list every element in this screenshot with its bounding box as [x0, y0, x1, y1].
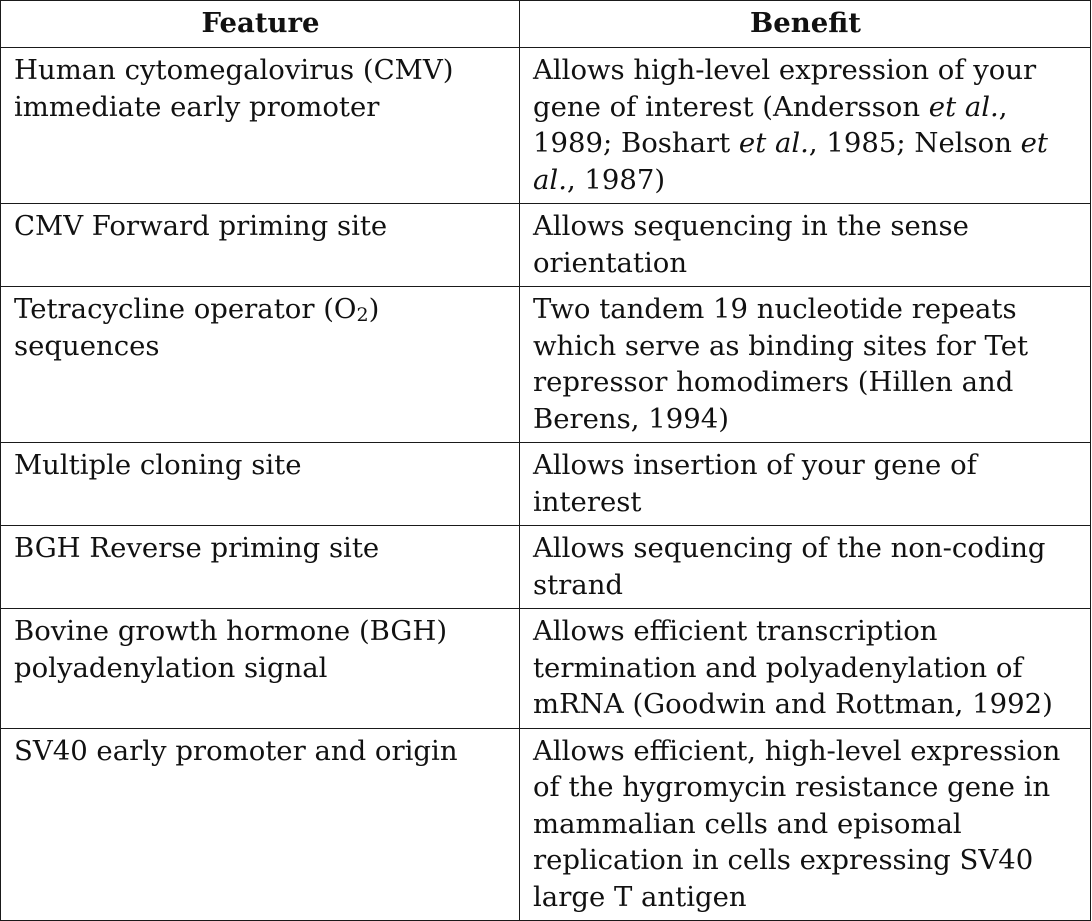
subscript-text: 2 [356, 304, 369, 326]
feature-cell: CMV Forward priming site [1, 204, 520, 287]
benefit-cell: Allows efficient, high-level expression of the hygromycin resistance gene in mammalian cells and episomal replication in cells expressing SV40 large T antigen [520, 728, 1091, 921]
benefit-cell: Allows efficient transcription termination and polyadenylation of mRNA (Goodwin and Rottman, 1992) [520, 609, 1091, 729]
benefit-text: , 1987) [566, 163, 666, 196]
feature-cell [1, 287, 520, 443]
feature-cell: BGH Reverse priming site [1, 526, 520, 609]
benefit-cell: Two tandem 19 nucleotide repeats which serve as binding sites for Tet repressor homodimers (Hillen and Berens, 1994) [520, 287, 1091, 443]
benefit-text: Allows high-level expression of your gene of interest (Andersson [533, 54, 1037, 123]
feature-cell: Human cytomegalovirus (CMV) immediate early promoter [1, 48, 520, 204]
table-header-row [1, 1, 1091, 48]
feature-cell: Bovine growth hormone (BGH) polyadenylation signal [1, 609, 520, 729]
table-row [1, 48, 1091, 204]
table-row [1, 204, 1091, 287]
feature-cell: Multiple cloning site [1, 443, 520, 526]
citation-etal: et al. [533, 127, 1048, 196]
table-row [1, 526, 1091, 609]
feature-column-header: Feature [1, 1, 520, 48]
benefit-text: , 1985; Nelson [808, 127, 1021, 159]
table-row [1, 609, 1091, 729]
benefit-text: , 1989; Boshart [533, 90, 1008, 159]
feature-cell: SV40 early promoter and origin [1, 728, 520, 921]
citation-etal: et al. [738, 127, 809, 159]
feature-text: Tetracycline operator (O [14, 293, 357, 325]
table-row [1, 287, 1091, 443]
table-row [1, 443, 1091, 526]
benefit-cell: Allows sequencing in the sense orientation [520, 204, 1091, 287]
benefit-cell [520, 48, 1091, 204]
benefit-cell: Allows insertion of your gene of interest [520, 443, 1091, 526]
table-row [1, 728, 1091, 921]
benefit-cell: Allows sequencing of the non-coding strand [520, 526, 1091, 609]
feature-text: ) sequences [14, 293, 380, 362]
citation-etal: et al. [928, 90, 999, 123]
benefit-column-header: Benefit [520, 1, 1091, 48]
